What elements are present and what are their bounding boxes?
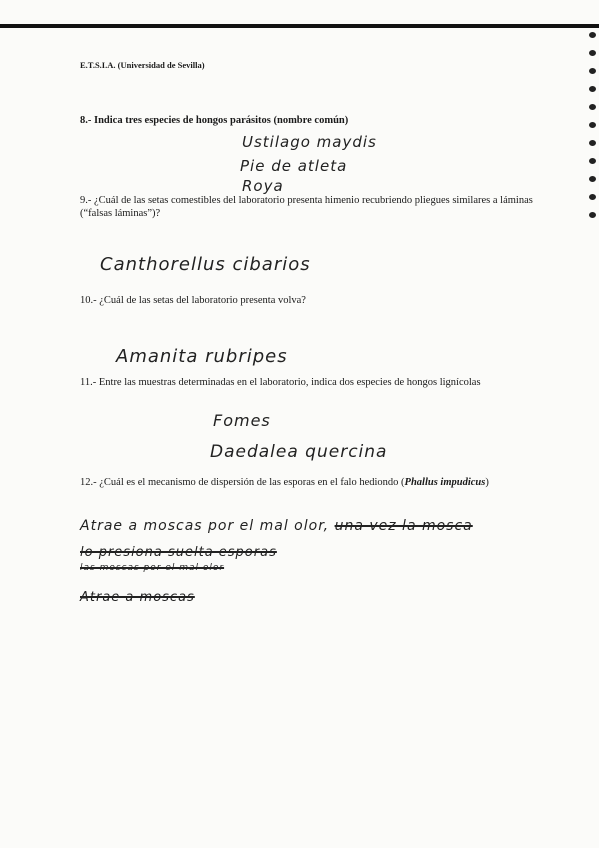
answer-12-struck-line-3: Atrae a moscas xyxy=(80,590,195,605)
answer-12-struck-line-1: lo presiona suelta esporas xyxy=(80,545,277,560)
answer-12-struck-line-2: las moscas por el mal olor xyxy=(80,563,225,573)
question-11 xyxy=(80,376,540,389)
answer-12-line-1 xyxy=(80,518,473,534)
answer-8-1: Ustilago maydis xyxy=(242,133,377,151)
answer-11-1: Fomes xyxy=(213,411,271,430)
answer-8-2: Pie de atleta xyxy=(240,157,348,175)
question-11-text: Entre las muestras determinadas en el laboratorio, indica dos especies de hongos lignícolas xyxy=(98,377,481,388)
question-12 xyxy=(80,476,540,489)
question-12-text-prefix: ¿Cuál es el mecanismo de dispersión de las esporas en el falo hediondo ( xyxy=(99,477,405,488)
question-8-number: 8.- xyxy=(80,115,92,126)
question-8 xyxy=(80,114,540,127)
answer-12-struck-tail: una vez la mosca xyxy=(334,518,473,534)
answer-11-2: Daedalea quercina xyxy=(210,442,388,462)
question-10-text: ¿Cuál de las setas del laboratorio presenta volva? xyxy=(99,295,306,306)
question-10-number: 10.- xyxy=(80,295,97,306)
answer-8-3: Roya xyxy=(242,177,284,195)
question-9-number: 9.- xyxy=(80,195,92,206)
question-11-number: 11.- xyxy=(80,377,97,388)
answer-12-text: Atrae a moscas por el mal olor, xyxy=(80,518,330,534)
question-10 xyxy=(80,294,540,307)
answer-10: Amanita rubripes xyxy=(116,346,288,367)
question-12-number: 12.- xyxy=(80,477,97,488)
question-8-text: Indica tres especies de hongos parásitos (nombre común) xyxy=(94,115,349,126)
question-12-text-suffix: ) xyxy=(485,477,489,488)
question-12-text-italic: Phallus impudicus xyxy=(404,477,486,488)
question-9-text: ¿Cuál de las setas comestibles del laboratorio presenta himenio recubriendo pliegues similares a láminas (“falsas láminas”)? xyxy=(80,195,533,219)
answer-9: Canthorellus cibarios xyxy=(100,254,311,275)
binder-holes xyxy=(586,30,596,230)
top-edge-bar xyxy=(0,24,599,28)
page-header: E.T.S.I.A. (Universidad de Sevilla) xyxy=(80,60,205,70)
question-9 xyxy=(80,194,540,220)
